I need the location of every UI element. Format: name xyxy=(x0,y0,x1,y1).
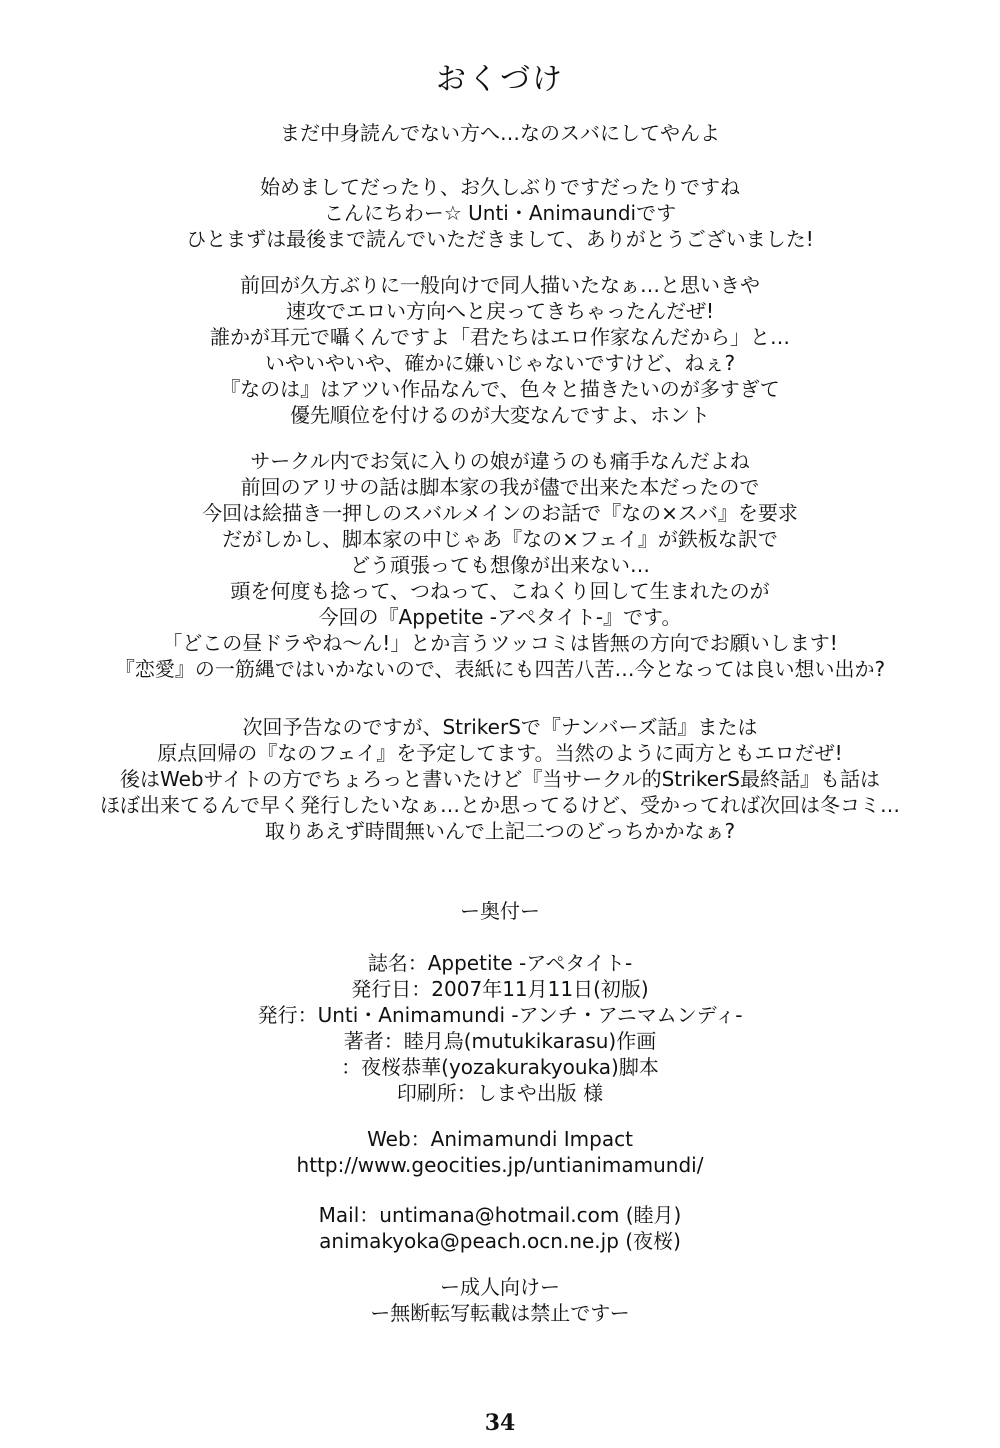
paragraph-line: 前回のアリサの話は脚本家の我が儘で出来た本だったので xyxy=(240,475,760,499)
paragraph-line: どう頑張っても想像が出来ない… xyxy=(350,553,650,577)
colophon-line: ：夜桜恭華(yozakurakyouka)脚本 xyxy=(341,1055,659,1079)
paragraph-2 xyxy=(0,448,1000,682)
paragraph-line: 今回は絵描き一押しのスバルメインのお話で『なの×スバ』を要求 xyxy=(202,501,798,525)
paragraph-line: いやいやいや、確かに嫌いじゃないですけど、ねぇ? xyxy=(264,351,736,375)
web-url: http://www.geocities.jp/untianimamundi/ xyxy=(296,1153,704,1177)
paragraph-line: 『なのは』はアツい作品なんで、色々と描きたいのが多すぎて xyxy=(220,377,780,401)
paragraph-line: 後はWebサイトの方でちょろっと書いたけど『当サークル的StrikerS最終話』も話は xyxy=(119,767,880,791)
paragraph-1 xyxy=(0,272,1000,428)
colophon-line: 発行：Unti・Animamundi -アンチ・アニマムンディ- xyxy=(257,1003,743,1027)
paragraph-line: 優先順位を付けるのが大変なんですよ、ホント xyxy=(290,403,710,427)
colophon-heading: ー奥付ー xyxy=(460,899,540,923)
colophon xyxy=(0,898,1000,924)
greeting-line: ひとまずは最後まで読んでいただきまして、ありがとうございました! xyxy=(186,227,814,251)
copy-notice: ー無断転写転載は禁止ですー xyxy=(370,1301,630,1325)
adult-notice: ー成人向けー xyxy=(440,1275,560,1299)
intro-line: まだ中身読んでない方へ…なのスバにしてやんよ xyxy=(280,121,720,145)
notice xyxy=(0,1274,1000,1326)
paragraph-line: 「どこの昼ドラやね～ん!」とか言うツッコミは皆無の方向でお願いします! xyxy=(162,631,838,655)
web-info xyxy=(0,1126,1000,1178)
paragraph-3 xyxy=(0,714,1000,844)
colophon-line: 誌名：Appetite -アペタイト- xyxy=(367,951,633,975)
paragraph-line: 誰かが耳元で囁くんですよ「君たちはエロ作家なんだから」と… xyxy=(210,325,790,349)
paragraph-line: サークル内でお気に入りの娘が違うのも痛手なんだよね xyxy=(250,449,750,473)
colophon-line: 印刷所：しまや出版 様 xyxy=(396,1081,604,1105)
mail-line: Mail：untimana@hotmail.com (睦月) xyxy=(318,1203,682,1227)
paragraph-line: 次回予告なのですが、StrikerSで『ナンバーズ話』または xyxy=(242,715,758,739)
paragraph-line: 頭を何度も捻って、つねって、こねくり回して生まれたのが xyxy=(230,579,770,603)
mail-line: animakyoka@peach.ocn.ne.jp (夜桜) xyxy=(319,1229,681,1253)
colophon-line: 発行日：2007年11月11日(初版) xyxy=(351,977,649,1001)
intro-text xyxy=(0,120,1000,146)
greeting-line: こんにちわー☆ Unti・Animaundiです xyxy=(323,201,677,225)
paragraph-line: だがしかし、脚本家の中じゃあ『なの×フェイ』が鉄板な訳で xyxy=(222,527,778,551)
greeting-paragraph xyxy=(0,174,1000,252)
paragraph-line: 原点回帰の『なのフェイ』を予定してます。当然のように両方ともエロだぜ! xyxy=(157,741,843,765)
page-number: 34 xyxy=(484,1410,516,1436)
mail-info xyxy=(0,1202,1000,1254)
web-name: Web：Animamundi Impact xyxy=(367,1127,633,1151)
paragraph-line: 前回が久方ぶりに一般向けで同人描いたなぁ…と思いきや xyxy=(240,273,760,297)
paragraph-line: 取りあえず時間無いんで上記二つのどっちかかなぁ? xyxy=(264,819,736,843)
page-title: おくづけ xyxy=(436,62,564,97)
paragraph-line: 今回の『Appetite -アペタイト-』です。 xyxy=(318,605,682,629)
paragraph-line: ほぼ出来てるんで早く発行したいなぁ…とか思ってるけど、受かってれば次回は冬コミ… xyxy=(100,793,900,817)
greeting-line: 始めましてだったり、お久しぶりですだったりですね xyxy=(260,175,740,199)
colophon-line: 著者：睦月烏(mutukikarasu)作画 xyxy=(343,1029,657,1053)
colophon-details xyxy=(0,950,1000,1106)
paragraph-line: 『恋愛』の一筋縄ではいかないので、表紙にも四苦八苦…今となっては良い想い出か? xyxy=(114,657,886,681)
paragraph-line: 速攻でエロい方向へと戻ってきちゃったんだぜ! xyxy=(285,299,715,323)
